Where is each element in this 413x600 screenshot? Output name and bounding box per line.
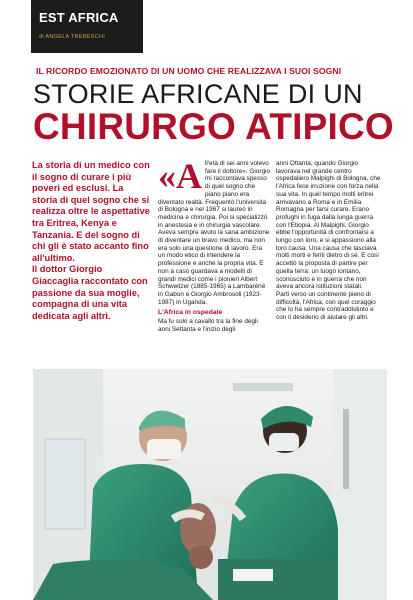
drop-cap: «A <box>158 156 202 196</box>
author-byline: di ANGELA TREBESCHI <box>39 34 106 40</box>
body-paragraph-3: anni Ottanta, quando Giorgio lavorava nel grande centro ospedaliero Malpighi di Bologna, che l'Africa fece irruzione con forza nella sua vita. In quel tempo molti eritrei arrivavano a Roma e in Emilia Romagna per farsi curare. Erano profughi in fuga dalla lunga guerra con l'Etiopia. Al Malpighi, Giorgio ebbe l'opportunità di confrontarsi a lungo con loro, e si appassionò alla loro causa. Una causa che lasciava molti morti e feriti dietro di sé. E così accettò la proposta di partire per quella terra: un luogo lontano, sconosciuto e in guerra che non aveva ancora istituzioni statali. <box>276 160 381 291</box>
kicker: IL RICORDO EMOZIONATO DI UN UOMO CHE REALIZZAVA I SUOI SOGNI <box>36 66 342 76</box>
surgery-photo-illustration <box>33 369 387 600</box>
body-column-2 <box>158 156 271 333</box>
section-label: EST AFRICA <box>39 10 119 25</box>
lead-text-1: La storia di un medico con il sogno di curare i più poveri ed esclusi. La storia di quel sogno che si realizza oltre le aspettative tra Eritrea, Kenya e Tanzania. E del sogno di chi gli è stato accanto fino all'ultimo. <box>32 160 150 263</box>
subheading: L'Africa in ospedale <box>158 309 223 317</box>
body-column-3 <box>276 160 382 322</box>
body-paragraph-2: Ma fu solo a cavallo tra la fine degli anni Settanta e l'inizio degli <box>158 318 258 333</box>
lead-text-2: Il dottor Giorgio Giaccaglia raccontato con passione da sua moglie, compagna di una vita dedicata agli altri. <box>32 264 148 321</box>
body-paragraph-4: Parti verso un continente pieno di difficoltà, l'Africa, con quel coraggio che lo ha sempre contraddistinto e con il desiderio di aiutare gli altri. <box>276 290 376 322</box>
surgery-photo <box>33 369 387 600</box>
title-line-2: CHIRURGO ATIPICO <box>33 106 394 147</box>
lead-paragraph <box>32 160 150 322</box>
body-paragraph-1: ll'età di sei anni volevo fare il dottore». Giorgio mi raccontava spesso di quel sogno che piano piano era diventato realtà. Frequentò l'università di Bologna e nel 1967 si laureò in medicina e chirurgia. Poi si specializzò in anestesia e in chirurgia vascolare. Aveva sempre avuto la sana ambizione di diventare un bravo medico, ma non era solo una questione di lavoro. Era un modo etico di intendere la professione e anche la propria vita. E non a caso guardava a modelli di grandi medici come i pionieri Albert Schweitzer (1885-1965) a Lambaréné in Gabon e Giorgio Ambrosoli (1923-1987) in Uganda. <box>158 160 271 306</box>
title-line-1: STORIE AFRICANE DI UN <box>33 79 363 109</box>
section-tag <box>31 0 143 53</box>
